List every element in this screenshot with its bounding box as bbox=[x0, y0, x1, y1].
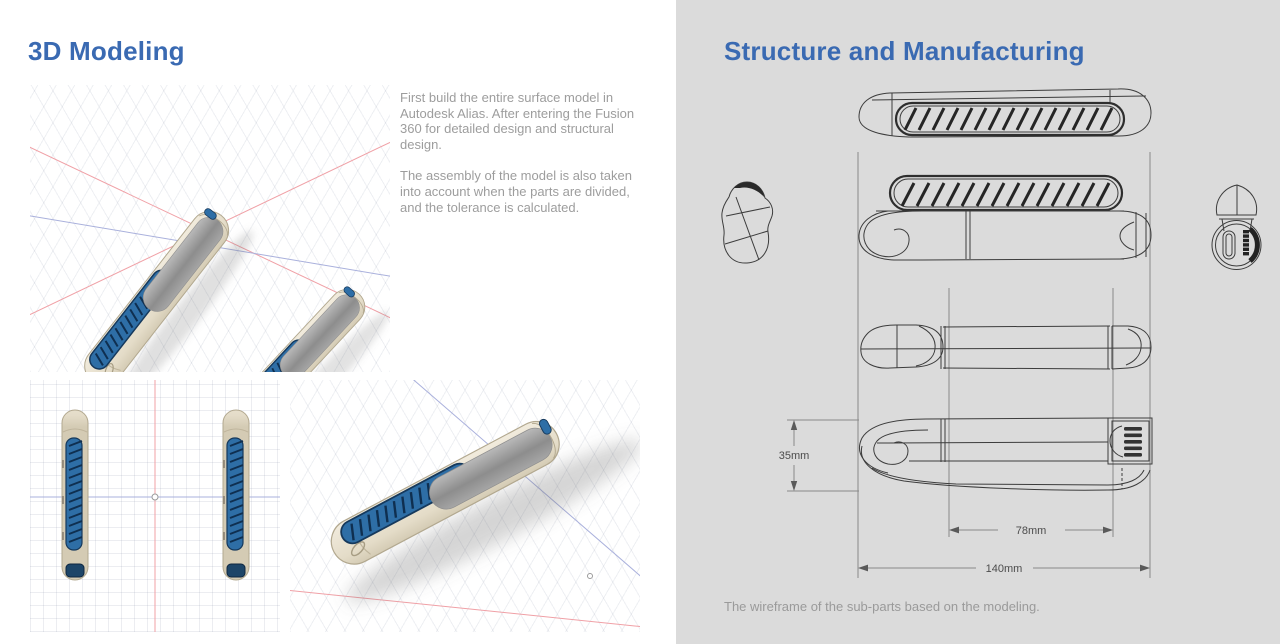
cad-render-main-iso-image bbox=[30, 85, 390, 372]
page-title-structure-manufacturing: Structure and Manufacturing bbox=[724, 36, 1085, 66]
cad-render-iso2-svg bbox=[290, 380, 640, 632]
device-render-2 bbox=[209, 277, 390, 372]
cad-render-main-iso-svg bbox=[30, 85, 390, 372]
modeling-paragraph-1: First build the entire surface model in Autodesk Alias. After entering the Fusion 360 for detailed design and structural design. bbox=[400, 90, 635, 152]
dimension-label-body-length: 78mm bbox=[1015, 525, 1047, 537]
wireframe-view-end-left bbox=[722, 182, 773, 263]
wireframe-view-end-right bbox=[1212, 185, 1261, 270]
wireframe-view-side-plain bbox=[861, 325, 1151, 369]
dimension-label-height: 35mm bbox=[778, 450, 810, 462]
origin-marker bbox=[152, 494, 158, 500]
modeling-paragraph-2: The assembly of the model is also taken into account when the parts are divided, and the tolerance is calculated. bbox=[400, 168, 632, 215]
cad-render-ortho-image bbox=[30, 380, 280, 632]
device-render-3 bbox=[313, 380, 640, 619]
wireframe-technical-drawing bbox=[676, 0, 1280, 644]
cad-render-ortho-svg bbox=[30, 380, 280, 632]
dimension-35mm bbox=[779, 420, 859, 491]
origin-marker bbox=[588, 574, 593, 579]
device-front-view-left bbox=[62, 410, 88, 580]
right-page bbox=[676, 0, 1280, 644]
dimension-label-total-length: 140mm bbox=[985, 563, 1023, 575]
page-title-3d-modeling: 3D Modeling bbox=[28, 36, 185, 66]
extension-lines bbox=[858, 152, 1150, 578]
wireframe-caption: The wireframe of the sub-parts based on the modeling. bbox=[724, 599, 1040, 614]
axis-pink bbox=[290, 590, 640, 627]
modeling-description bbox=[400, 90, 640, 215]
dimension-140mm bbox=[858, 563, 1150, 575]
device-front-view-right bbox=[223, 410, 249, 580]
wireframe-view-side-usb bbox=[860, 418, 1152, 490]
wireframe-view-top bbox=[859, 89, 1151, 137]
usb-contacts bbox=[1124, 427, 1142, 457]
wireframe-view-side-grille bbox=[859, 176, 1151, 260]
device-render-1 bbox=[73, 198, 263, 372]
cad-render-iso2-image bbox=[290, 380, 640, 632]
dimension-78mm bbox=[949, 525, 1113, 537]
connector-pins bbox=[1243, 230, 1249, 255]
